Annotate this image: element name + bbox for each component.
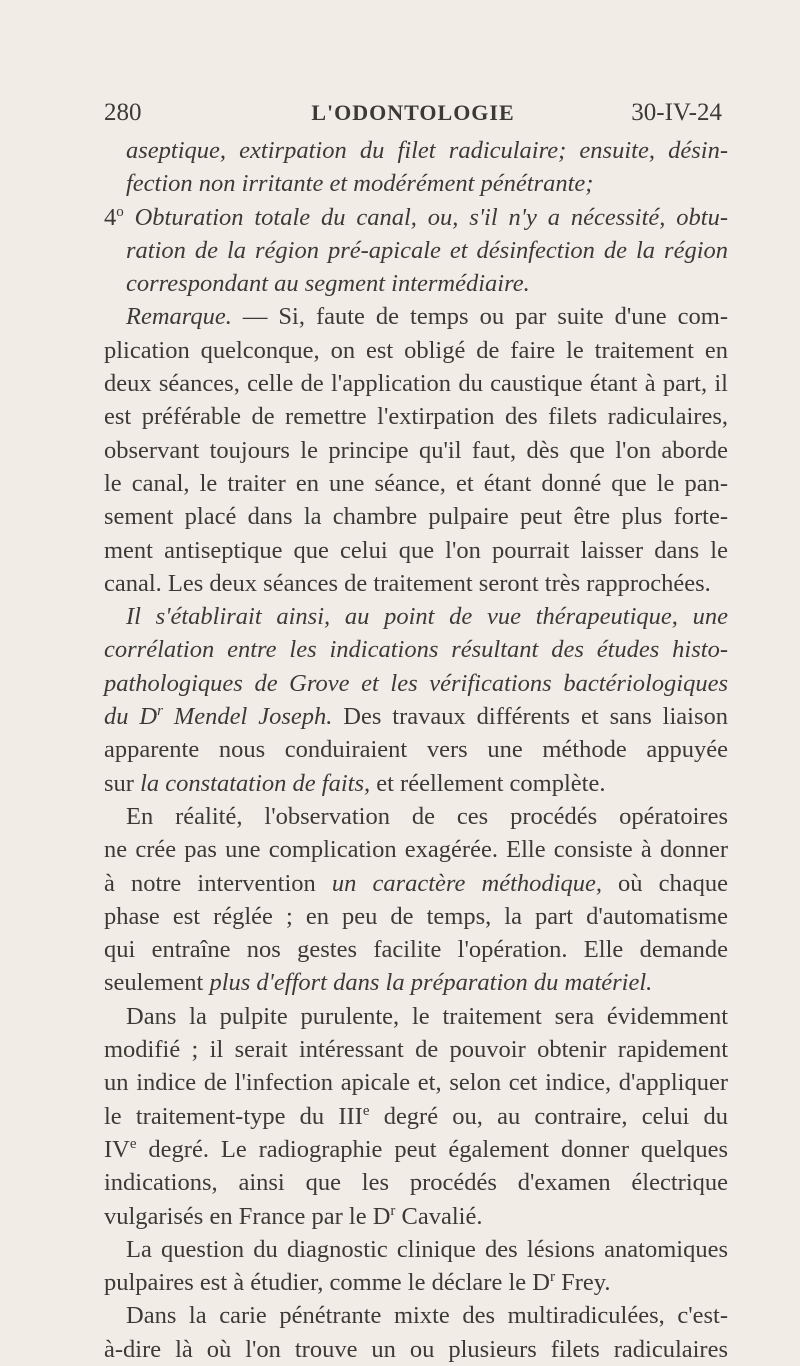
text-line: un indice de l'infection apicale et, selon cet indice, d'appliquer — [104, 1069, 728, 1097]
text-line: observant toujours le principe qu'il faut, dès que l'on aborde — [104, 436, 728, 464]
text-line: apparente nous conduiraient vers une méthode appuyée — [104, 736, 728, 764]
text-line: Il s'établirait ainsi, au point de vue thérapeutique, une — [126, 603, 728, 631]
text-line: sement placé dans la chambre pulpaire peut être plus forte- — [104, 503, 728, 531]
text-line: Remarque. — Si, faute de temps ou par suite d'une com- — [126, 303, 728, 331]
text-line: sur la constatation de faits, et réellement complète. — [104, 769, 606, 797]
text-line: plication quelconque, on est obligé de faire le traitement en — [104, 336, 728, 364]
text-line: En réalité, l'observation de ces procédés opératoires — [126, 802, 728, 830]
text-line: Dans la pulpite purulente, le traitement sera évidemment — [126, 1002, 728, 1030]
text-line: 4$^o$ Obturation totale du canal, ou, s'il n'y a nécessité, obtu- — [104, 203, 728, 231]
text-line: modifié ; il serait intéressant de pouvoir obtenir rapidement — [104, 1036, 728, 1064]
text-line: ration de la région pré-apicale et désinfection de la région — [126, 236, 728, 264]
text-line: à-dire là où l'on trouve un ou plusieurs filets radiculaires — [104, 1335, 728, 1363]
text-line: ment antiseptique que celui que l'on pourrait laisser dans le — [104, 536, 728, 564]
text-line: du $D^r$ Mendel Joseph. Des travaux différents et sans liaison — [104, 703, 729, 731]
text-line: fection non irritante et modérément pénétrante; — [126, 170, 594, 198]
text-line: indications, ainsi que les procédés d'examen électrique — [104, 1169, 728, 1197]
text-line: deux séances, celle de l'application du caustique étant à part, il — [104, 370, 728, 398]
running-header — [104, 96, 722, 130]
text-line: le traitement-type du IIIe degré ou, au contraire, celui du — [104, 1102, 728, 1130]
text-line: vulgarisés en France par le $D^r$ Cavalié. — [104, 1202, 483, 1230]
text-line: est préférable de remettre l'extirpation des filets radiculaires, — [104, 403, 728, 431]
text-line: ne crée pas une complication exagérée. Elle consiste à donner — [104, 836, 728, 864]
text-line: IVe degré. Le radiographie peut également donner quelques — [104, 1135, 728, 1163]
text-line: pulpaires est à étudier, comme le déclare le $D^r$ Frey. — [104, 1269, 611, 1297]
text-line: canal. Les deux séances de traitement seront très rapprochées. — [104, 569, 711, 597]
text-line: le canal, le traiter en une séance, et étant donné que le pan- — [104, 469, 728, 497]
journal-title: L'ODONTOLOGIE — [311, 100, 515, 125]
text-line: corrélation entre les indications résultant des études histo- — [104, 636, 728, 664]
text-line: correspondant au segment intermédiaire. — [126, 270, 530, 298]
text-line: seulement plus d'effort dans la préparation du matériel. — [104, 969, 653, 997]
page-number: 280 — [104, 99, 142, 126]
text-line: qui entraîne nos gestes facilite l'opération. Elle demande — [104, 936, 728, 964]
text-line: phase est réglée ; en peu de temps, la part d'automatisme — [104, 902, 728, 930]
text-line: aseptique, extirpation du filet radiculaire; ensuite, désin- — [126, 137, 728, 164]
text-line: Dans la carie pénétrante mixte des multiradiculées, c'est- — [126, 1302, 728, 1330]
text-line: à notre intervention un caractère méthodique, où chaque — [104, 869, 729, 897]
body-text — [104, 134, 728, 1366]
text-line: pathologiques de Grove et les vérifications bactériologiques — [104, 669, 728, 697]
text-line: La question du diagnostic clinique des lésions anatomiques — [126, 1235, 728, 1263]
issue-date: 30-IV-24 — [631, 99, 722, 126]
